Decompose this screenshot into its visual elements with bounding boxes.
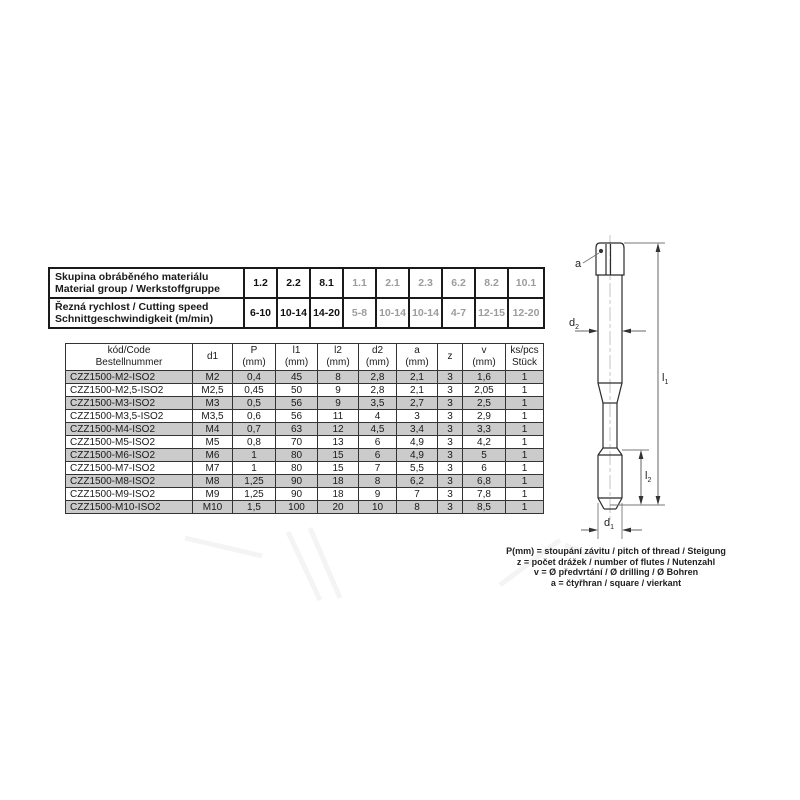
- spec-value-cell: 3,4: [397, 423, 438, 436]
- dimension-l1: [610, 243, 668, 505]
- spec-value-cell: 100: [276, 501, 318, 514]
- spec-column-header: P (mm): [233, 344, 276, 371]
- dimension-d2: [569, 317, 646, 333]
- spec-value-cell: 1,25: [233, 488, 276, 501]
- label-l2: $l_2$: [645, 470, 652, 484]
- speed-value-cell: 1.2: [244, 268, 277, 298]
- spec-value-cell: 2,05: [463, 384, 506, 397]
- speed-value-cell: 8.1: [310, 268, 343, 298]
- spec-value-cell: 15: [318, 449, 359, 462]
- spec-value-cell: 1: [506, 371, 544, 384]
- speed-value-cell: 10-14: [376, 298, 409, 328]
- spec-code-cell: CZZ1500-M2-ISO2: [66, 371, 193, 384]
- spec-value-cell: 9: [318, 384, 359, 397]
- spec-table-row: [66, 475, 544, 488]
- spec-value-cell: 9: [359, 488, 397, 501]
- spec-value-cell: 6: [359, 449, 397, 462]
- spec-value-cell: 4,2: [463, 436, 506, 449]
- spec-value-cell: 3: [438, 423, 463, 436]
- spec-value-cell: 11: [318, 410, 359, 423]
- spec-value-cell: 70: [276, 436, 318, 449]
- spec-value-cell: M6: [193, 449, 233, 462]
- speed-value-cell: 2.1: [376, 268, 409, 298]
- label-d1: $d_1$: [604, 517, 615, 531]
- spec-value-cell: 90: [276, 475, 318, 488]
- spec-value-cell: 7,8: [463, 488, 506, 501]
- spec-value-cell: 45: [276, 371, 318, 384]
- speed-value-cell: 4-7: [442, 298, 475, 328]
- spec-value-cell: 50: [276, 384, 318, 397]
- label-d2: $d_2$: [569, 317, 580, 331]
- spec-table-row: [66, 501, 544, 514]
- spec-column-header: kód/Code Bestellnummer: [66, 344, 193, 371]
- speed-value-cell: 2.3: [409, 268, 442, 298]
- spec-value-cell: 5: [463, 449, 506, 462]
- speed-value-cell: 12-20: [508, 298, 544, 328]
- spec-value-cell: 1: [506, 423, 544, 436]
- spec-code-cell: CZZ1500-M9-ISO2: [66, 488, 193, 501]
- spec-value-cell: 1: [506, 449, 544, 462]
- spec-code-cell: CZZ1500-M3-ISO2: [66, 397, 193, 410]
- label-a: a: [575, 258, 582, 270]
- spec-column-header: ks/pcs Stück: [506, 344, 544, 371]
- speed-value-cell: 10-14: [277, 298, 310, 328]
- spec-value-cell: 3: [438, 449, 463, 462]
- spec-value-cell: 3: [438, 475, 463, 488]
- spec-value-cell: 2,1: [397, 371, 438, 384]
- spec-value-cell: 7: [359, 462, 397, 475]
- spec-value-cell: 4,5: [359, 423, 397, 436]
- spec-value-cell: 18: [318, 488, 359, 501]
- spec-table-body: [66, 371, 544, 514]
- speed-value-cell: 12-15: [475, 298, 508, 328]
- spec-value-cell: 15: [318, 462, 359, 475]
- speed-value-cell: 6-10: [244, 298, 277, 328]
- label-l1: $l_1$: [662, 372, 669, 386]
- spec-value-cell: 3,5: [359, 397, 397, 410]
- spec-table-row: [66, 436, 544, 449]
- spec-value-cell: 1: [506, 488, 544, 501]
- spec-value-cell: 13: [318, 436, 359, 449]
- spec-value-cell: M10: [193, 501, 233, 514]
- spec-value-cell: 0,7: [233, 423, 276, 436]
- spec-column-header: l2 (mm): [318, 344, 359, 371]
- spec-value-cell: 1: [506, 462, 544, 475]
- spec-value-cell: 3: [438, 397, 463, 410]
- spec-value-cell: 3: [438, 436, 463, 449]
- spec-column-header: l1 (mm): [276, 344, 318, 371]
- spec-table-row: [66, 449, 544, 462]
- spec-value-cell: 9: [318, 397, 359, 410]
- speed-value-cell: 10.1: [508, 268, 544, 298]
- spec-value-cell: 2,8: [359, 384, 397, 397]
- spec-value-cell: 6: [359, 436, 397, 449]
- spec-value-cell: M7: [193, 462, 233, 475]
- speed-table-body: [49, 268, 544, 328]
- spec-column-header: z: [438, 344, 463, 371]
- spec-value-cell: 1: [506, 501, 544, 514]
- spec-code-cell: CZZ1500-M8-ISO2: [66, 475, 193, 488]
- spec-value-cell: 3: [438, 410, 463, 423]
- spec-value-cell: 3: [438, 384, 463, 397]
- spec-value-cell: 80: [276, 449, 318, 462]
- spec-value-cell: 3: [438, 501, 463, 514]
- spec-value-cell: 2,7: [397, 397, 438, 410]
- spec-table-row: [66, 488, 544, 501]
- legend-line: z = počet drážek / number of flutes / Nutenzahl: [516, 556, 716, 567]
- spec-value-cell: 4: [359, 410, 397, 423]
- spec-code-cell: CZZ1500-M7-ISO2: [66, 462, 193, 475]
- spec-value-cell: 3: [438, 488, 463, 501]
- spec-value-cell: 8,5: [463, 501, 506, 514]
- spec-column-header: v (mm): [463, 344, 506, 371]
- spec-value-cell: 20: [318, 501, 359, 514]
- legend: [466, 546, 766, 588]
- spec-table-row: [66, 371, 544, 384]
- spec-value-cell: 0,6: [233, 410, 276, 423]
- spec-code-cell: CZZ1500-M4-ISO2: [66, 423, 193, 436]
- spec-value-cell: 8: [397, 501, 438, 514]
- spec-column-header: d1: [193, 344, 233, 371]
- spec-code-cell: CZZ1500-M10-ISO2: [66, 501, 193, 514]
- spec-value-cell: 2,5: [463, 397, 506, 410]
- tap-drawing: [545, 215, 745, 545]
- spec-code-cell: CZZ1500-M6-ISO2: [66, 449, 193, 462]
- spec-value-cell: 56: [276, 410, 318, 423]
- speed-value-cell: 5-8: [343, 298, 376, 328]
- spec-value-cell: 1: [506, 410, 544, 423]
- spec-value-cell: 0,45: [233, 384, 276, 397]
- spec-value-cell: 1,25: [233, 475, 276, 488]
- spec-value-cell: 8: [318, 371, 359, 384]
- spec-value-cell: 12: [318, 423, 359, 436]
- spec-table: [65, 343, 544, 514]
- spec-value-cell: 90: [276, 488, 318, 501]
- spec-value-cell: M9: [193, 488, 233, 501]
- spec-value-cell: 3: [438, 371, 463, 384]
- material-speed-table: [48, 267, 545, 329]
- speed-value-cell: 8.2: [475, 268, 508, 298]
- spec-value-cell: M4: [193, 423, 233, 436]
- spec-code-cell: CZZ1500-M3,5-ISO2: [66, 410, 193, 423]
- spec-value-cell: M2: [193, 371, 233, 384]
- spec-value-cell: 1: [506, 436, 544, 449]
- spec-value-cell: 0,4: [233, 371, 276, 384]
- tap-head: [596, 243, 624, 275]
- spec-value-cell: 1: [506, 475, 544, 488]
- spec-table-row: [66, 397, 544, 410]
- speed-value-cell: 6.2: [442, 268, 475, 298]
- speed-value-cell: 1.1: [343, 268, 376, 298]
- speed-value-cell: 10-14: [409, 298, 442, 328]
- spec-value-cell: 5,5: [397, 462, 438, 475]
- spec-value-cell: 0,8: [233, 436, 276, 449]
- spec-value-cell: 2,9: [463, 410, 506, 423]
- speed-table-row: [49, 298, 544, 328]
- speed-value-cell: 14-20: [310, 298, 343, 328]
- speed-row-label: Skupina obráběného materiálu Material group / Werkstoffgruppe: [49, 268, 244, 298]
- legend-line: P(mm) = stoupání závitu / pitch of thread / Steigung: [506, 546, 726, 556]
- spec-value-cell: 2,8: [359, 371, 397, 384]
- spec-table-row: [66, 384, 544, 397]
- spec-value-cell: 3: [438, 462, 463, 475]
- spec-value-cell: 3: [397, 410, 438, 423]
- spec-value-cell: 6,8: [463, 475, 506, 488]
- spec-column-header: d2 (mm): [359, 344, 397, 371]
- spec-value-cell: 6: [463, 462, 506, 475]
- spec-table-header-row: [66, 344, 544, 371]
- spec-value-cell: 1: [233, 462, 276, 475]
- spec-value-cell: 1,5: [233, 501, 276, 514]
- spec-value-cell: 18: [318, 475, 359, 488]
- spec-value-cell: 7: [397, 488, 438, 501]
- spec-table-row: [66, 462, 544, 475]
- spec-code-cell: CZZ1500-M2,5-ISO2: [66, 384, 193, 397]
- spec-value-cell: 10: [359, 501, 397, 514]
- spec-value-cell: 1,6: [463, 371, 506, 384]
- spec-value-cell: 63: [276, 423, 318, 436]
- spec-value-cell: 8: [359, 475, 397, 488]
- speed-table-row: [49, 268, 544, 298]
- spec-value-cell: M5: [193, 436, 233, 449]
- spec-value-cell: 1: [233, 449, 276, 462]
- legend-line: v = Ø předvrtání / Ø drilling / Ø Bohren: [533, 567, 699, 577]
- spec-table-row: [66, 423, 544, 436]
- spec-value-cell: 4,9: [397, 436, 438, 449]
- spec-value-cell: M2,5: [193, 384, 233, 397]
- spec-value-cell: 1: [506, 397, 544, 410]
- spec-column-header: a (mm): [397, 344, 438, 371]
- spec-value-cell: 80: [276, 462, 318, 475]
- spec-value-cell: 4,9: [397, 449, 438, 462]
- spec-value-cell: 56: [276, 397, 318, 410]
- speed-value-cell: 2.2: [277, 268, 310, 298]
- spec-value-cell: 0,5: [233, 397, 276, 410]
- spec-value-cell: M3: [193, 397, 233, 410]
- spec-value-cell: 1: [506, 384, 544, 397]
- spec-value-cell: M8: [193, 475, 233, 488]
- legend-line: a = čtyřhran / square / vierkant: [550, 577, 682, 588]
- dimension-l2: [622, 450, 651, 505]
- spec-value-cell: 6,2: [397, 475, 438, 488]
- spec-value-cell: 2,1: [397, 384, 438, 397]
- spec-value-cell: M3,5: [193, 410, 233, 423]
- spec-code-cell: CZZ1500-M5-ISO2: [66, 436, 193, 449]
- speed-row-label: Řezná rychlost / Cutting speed Schnittgeschwindigkeit (m/min): [49, 298, 244, 328]
- spec-value-cell: 3,3: [463, 423, 506, 436]
- spec-table-row: [66, 410, 544, 423]
